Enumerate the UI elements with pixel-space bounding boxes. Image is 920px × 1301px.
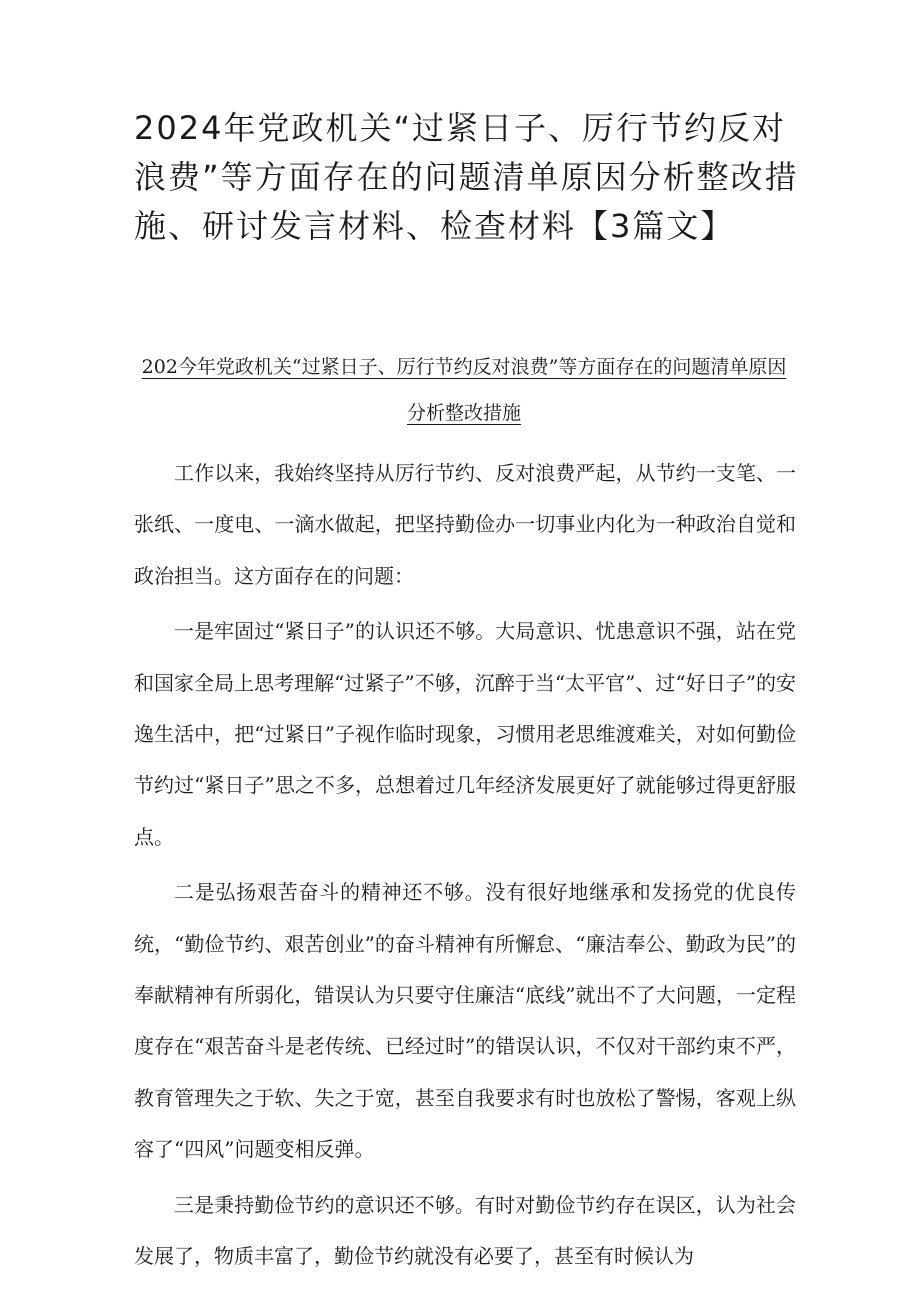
paragraph-point-1: 一是牢固过“紧日子”的认识还不够。大局意识、忧患意识不强，站在党和国家全局上思考理解“过紧子”不够，沉醉于当“太平官”、过“好日子”的安逸生活中，把“过紧日”子视作临时现象，习惯用老思维渡难关，对如何勤俭节约过“紧日子”思之不多，总想着过几年经济发展更好了就能够过得更舒服点。 — [134, 619, 796, 849]
paragraph-point-2: 二是弘扬艰苦奋斗的精神还不够。没有很好地继承和发扬党的优良传统，“勤俭节约、艰苦创业”的奋斗精神有所懈怠、“廉洁奉公、勤政为民”的奉献精神有所弱化，错误认为只要守住廉洁“底线”就出不了大问题，一定程度存在“艰苦奋斗是老传统、已经过时”的错误认识，不仅对干部约束不严，教育管理失之于软、失之于宽，甚至自我要求有时也放松了警惕，客观上纵容了“四风”问题变相反弹。 — [134, 880, 796, 1162]
document-body — [134, 448, 796, 1283]
document-title: 2024年党政机关“过紧日子、厉行节约反对浪费”等方面存在的问题清单原因分析整改措施、研讨发言材料、检查材料【3篇文】 — [134, 109, 799, 245]
paragraph-intro: 工作以来，我始终坚持从厉行节约、反对浪费严起，从节约一支笔、一张纸、一度电、一滴水做起，把坚持勤俭办一切事业内化为一种政治自觉和政治担当。这方面存在的问题： — [134, 461, 796, 588]
section-title: 202今年党政机关“过紧日子、厉行节约反对浪费”等方面存在的问题清单原因分析整改措施 — [141, 356, 787, 424]
paragraph-point-3: 三是秉持勤俭节约的意识还不够。有时对勤俭节约存在误区，认为社会发展了，物质丰富了，勤俭节约就没有必要了，甚至有时候认为 — [134, 1192, 796, 1269]
